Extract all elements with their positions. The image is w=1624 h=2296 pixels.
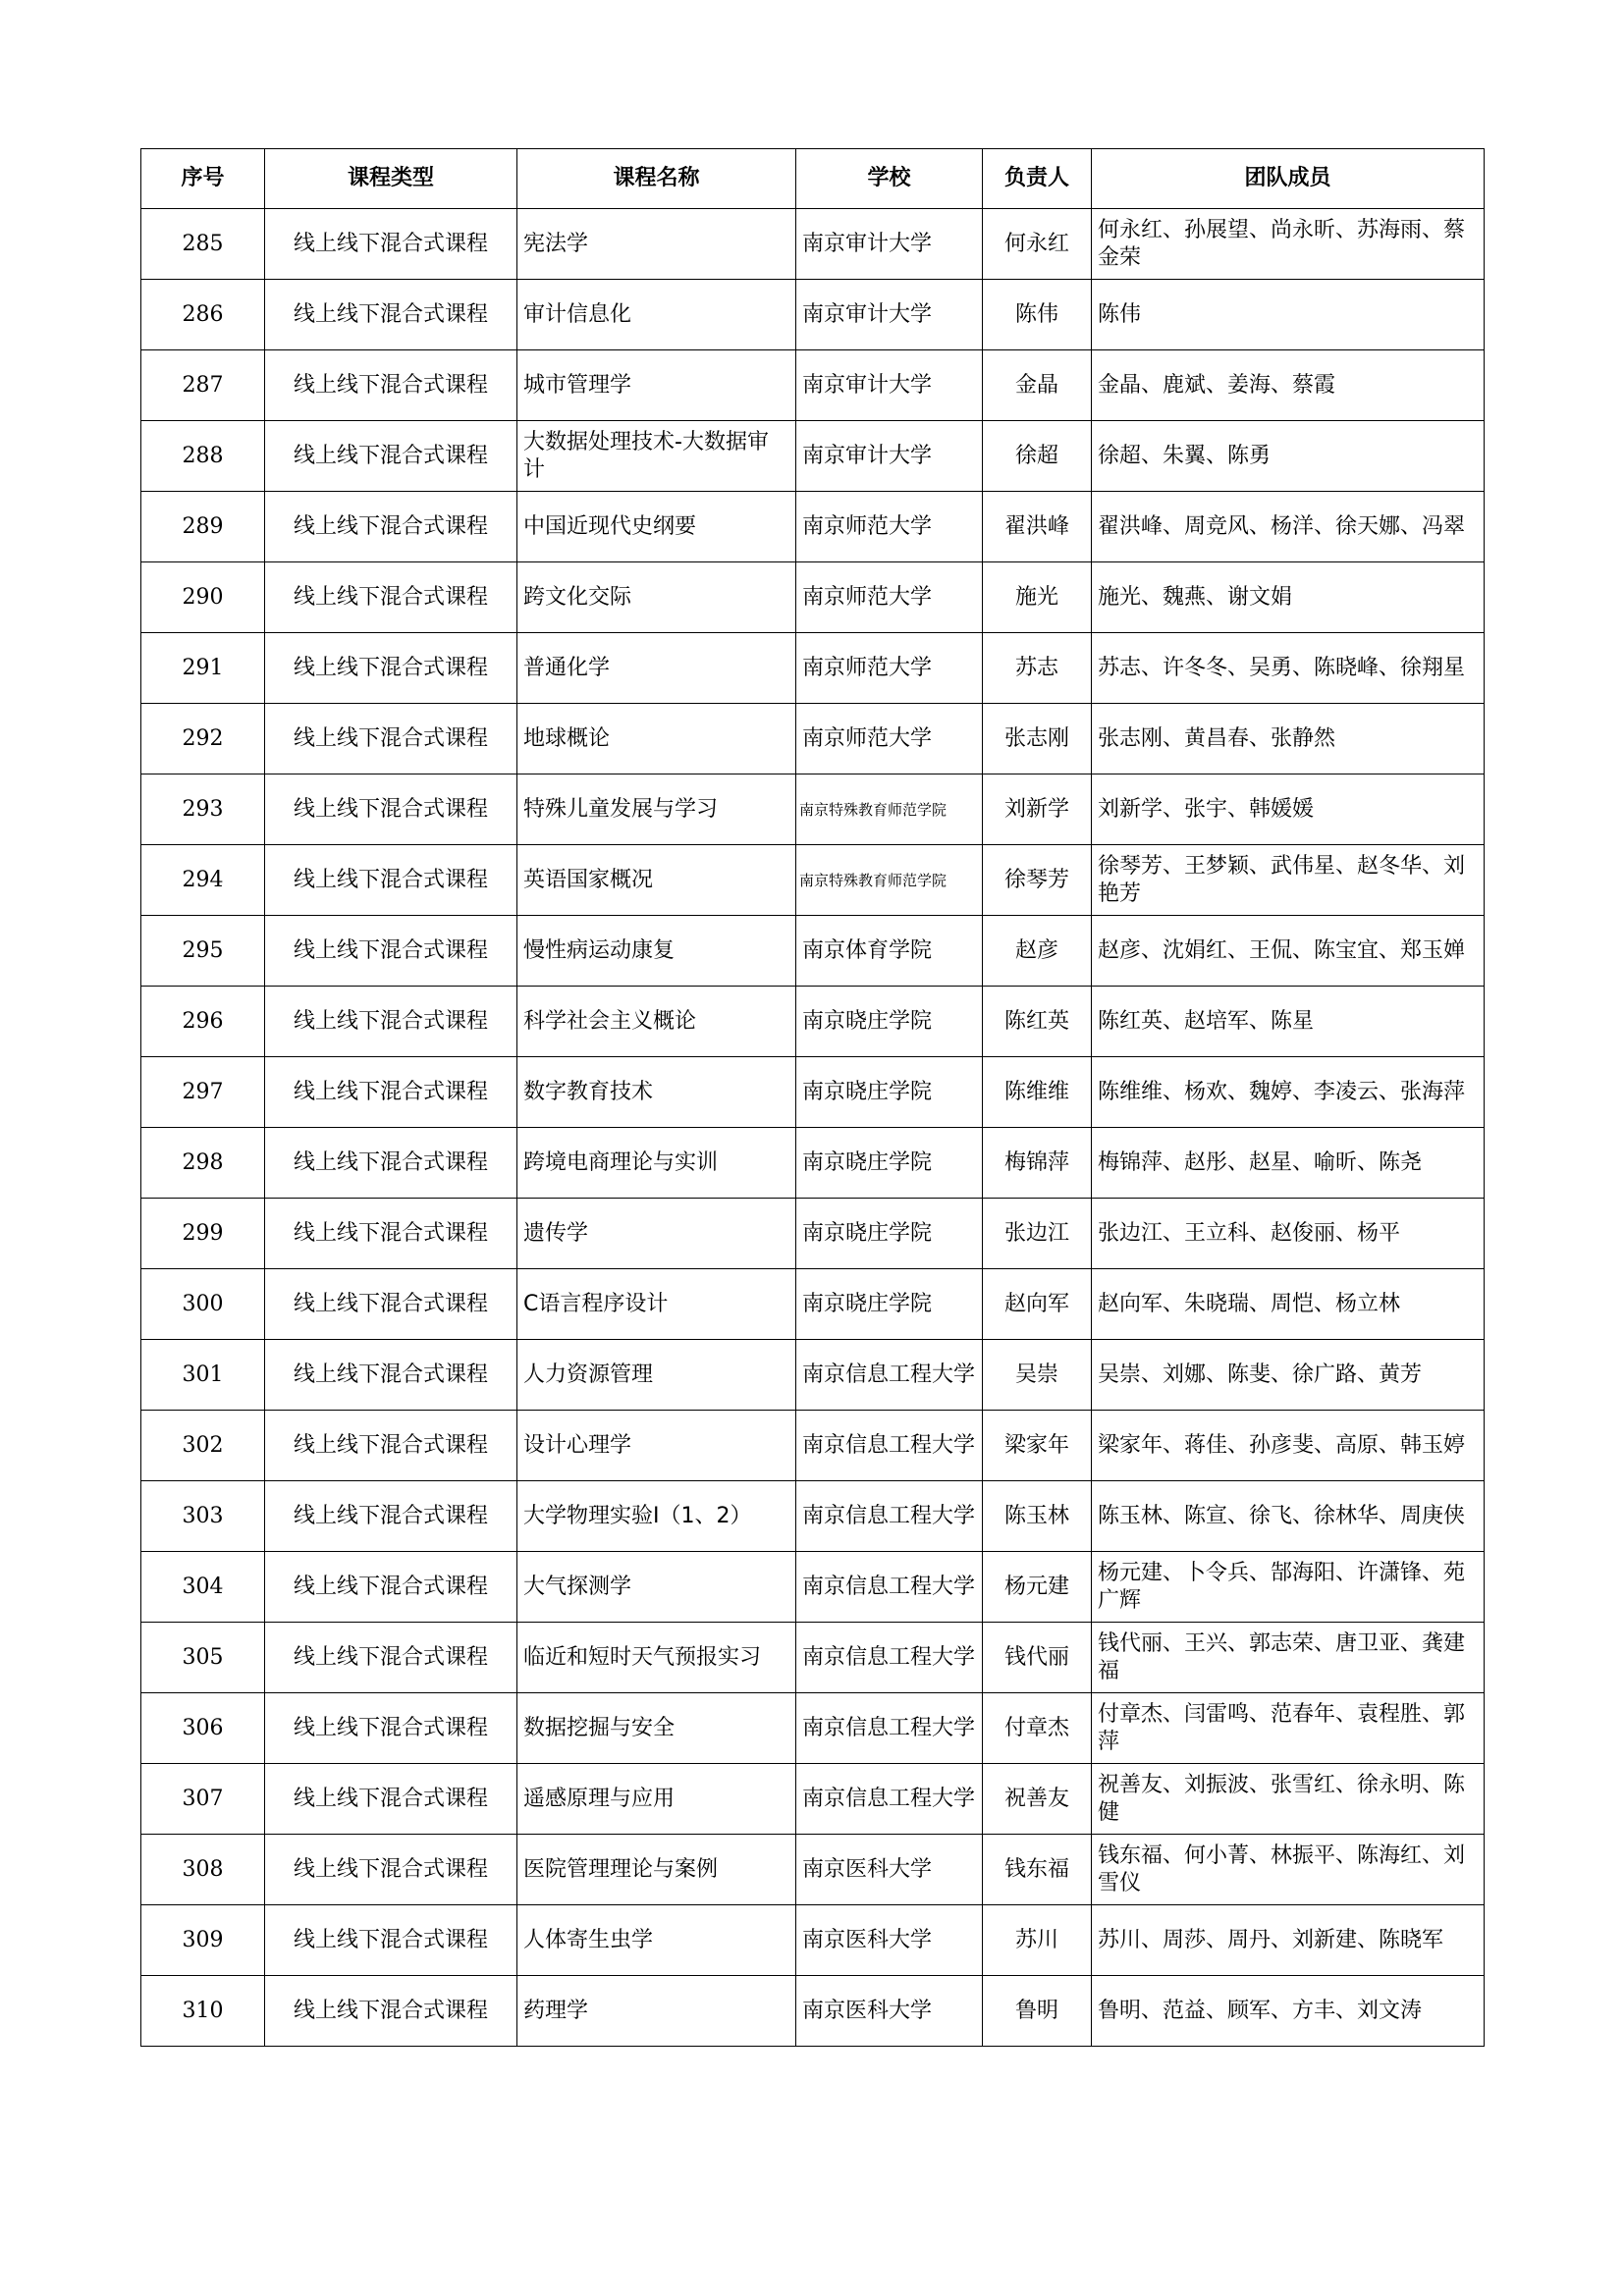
table-row	[141, 1199, 1485, 1269]
cell-type: 线上线下混合式课程	[265, 1411, 517, 1481]
cell-course-name: 审计信息化	[517, 280, 796, 350]
table-row	[141, 1835, 1485, 1905]
cell-course-name: 英语国家概况	[517, 845, 796, 916]
cell-school: 南京信息工程大学	[796, 1764, 983, 1835]
cell-course-name: 普通化学	[517, 633, 796, 704]
cell-type: 线上线下混合式课程	[265, 280, 517, 350]
cell-leader: 赵彦	[983, 916, 1092, 987]
table-row	[141, 774, 1485, 845]
cell-course-name: 地球概论	[517, 704, 796, 774]
cell-type: 线上线下混合式课程	[265, 1835, 517, 1905]
cell-leader: 张志刚	[983, 704, 1092, 774]
cell-course-name: 慢性病运动康复	[517, 916, 796, 987]
cell-course-name: 药理学	[517, 1976, 796, 2047]
cell-leader: 徐超	[983, 421, 1092, 492]
table-row	[141, 421, 1485, 492]
cell-leader: 刘新学	[983, 774, 1092, 845]
cell-no: 293	[141, 774, 265, 845]
cell-leader: 陈维维	[983, 1057, 1092, 1128]
cell-no: 291	[141, 633, 265, 704]
table-row	[141, 1340, 1485, 1411]
cell-school: 南京晓庄学院	[796, 1057, 983, 1128]
cell-type: 线上线下混合式课程	[265, 1199, 517, 1269]
cell-course-name: 科学社会主义概论	[517, 987, 796, 1057]
cell-team-members: 施光、魏燕、谢文娟	[1092, 562, 1485, 633]
cell-team-members: 梅锦萍、赵彤、赵星、喻昕、陈尧	[1092, 1128, 1485, 1199]
cell-team-members: 陈伟	[1092, 280, 1485, 350]
table-row	[141, 1976, 1485, 2047]
cell-no: 288	[141, 421, 265, 492]
cell-course-name: 跨境电商理论与实训	[517, 1128, 796, 1199]
cell-no: 287	[141, 350, 265, 421]
cell-team-members: 赵彦、沈娟红、王侃、陈宝宜、郑玉婵	[1092, 916, 1485, 987]
cell-course-name: 大气探测学	[517, 1552, 796, 1623]
cell-school: 南京信息工程大学	[796, 1693, 983, 1764]
cell-type: 线上线下混合式课程	[265, 421, 517, 492]
cell-team-members: 张志刚、黄昌春、张静然	[1092, 704, 1485, 774]
cell-school: 南京晓庄学院	[796, 1199, 983, 1269]
cell-no: 290	[141, 562, 265, 633]
cell-school: 南京晓庄学院	[796, 1128, 983, 1199]
cell-no: 303	[141, 1481, 265, 1552]
header-type: 课程类型	[265, 149, 517, 209]
cell-school: 南京信息工程大学	[796, 1481, 983, 1552]
cell-school: 南京审计大学	[796, 280, 983, 350]
cell-course-name: 人力资源管理	[517, 1340, 796, 1411]
cell-school: 南京审计大学	[796, 209, 983, 280]
cell-school: 南京体育学院	[796, 916, 983, 987]
cell-course-name: 大学物理实验Ⅰ（1、2）	[517, 1481, 796, 1552]
course-table	[140, 148, 1485, 2047]
cell-team-members: 梁家年、蒋佳、孙彦斐、高原、韩玉婷	[1092, 1411, 1485, 1481]
cell-no: 305	[141, 1623, 265, 1693]
table-row	[141, 1481, 1485, 1552]
cell-team-members: 杨元建、卜令兵、郜海阳、许潇锋、苑广辉	[1092, 1552, 1485, 1623]
cell-leader: 徐琴芳	[983, 845, 1092, 916]
cell-type: 线上线下混合式课程	[265, 1057, 517, 1128]
cell-leader: 梁家年	[983, 1411, 1092, 1481]
table-row	[141, 1411, 1485, 1481]
cell-school: 南京审计大学	[796, 350, 983, 421]
cell-no: 292	[141, 704, 265, 774]
cell-no: 286	[141, 280, 265, 350]
header-school: 学校	[796, 149, 983, 209]
cell-type: 线上线下混合式课程	[265, 492, 517, 562]
cell-course-name: C语言程序设计	[517, 1269, 796, 1340]
cell-leader: 吴崇	[983, 1340, 1092, 1411]
table-row	[141, 562, 1485, 633]
cell-no: 306	[141, 1693, 265, 1764]
cell-school: 南京医科大学	[796, 1835, 983, 1905]
cell-course-name: 医院管理理论与案例	[517, 1835, 796, 1905]
table-row	[141, 845, 1485, 916]
cell-team-members: 陈维维、杨欢、魏婷、李凌云、张海萍	[1092, 1057, 1485, 1128]
cell-team-members: 钱东福、何小菁、林振平、陈海红、刘雪仪	[1092, 1835, 1485, 1905]
cell-leader: 钱代丽	[983, 1623, 1092, 1693]
cell-no: 298	[141, 1128, 265, 1199]
cell-type: 线上线下混合式课程	[265, 1128, 517, 1199]
table-row	[141, 1128, 1485, 1199]
cell-no: 307	[141, 1764, 265, 1835]
table-row	[141, 1764, 1485, 1835]
cell-school: 南京师范大学	[796, 562, 983, 633]
cell-team-members: 刘新学、张宇、韩媛媛	[1092, 774, 1485, 845]
cell-type: 线上线下混合式课程	[265, 774, 517, 845]
table-row	[141, 916, 1485, 987]
cell-team-members: 何永红、孙展望、尚永昕、苏海雨、蔡金荣	[1092, 209, 1485, 280]
cell-type: 线上线下混合式课程	[265, 1340, 517, 1411]
cell-school: 南京信息工程大学	[796, 1552, 983, 1623]
cell-leader: 金晶	[983, 350, 1092, 421]
table-row	[141, 280, 1485, 350]
cell-type: 线上线下混合式课程	[265, 987, 517, 1057]
header-name: 课程名称	[517, 149, 796, 209]
cell-course-name: 数据挖掘与安全	[517, 1693, 796, 1764]
cell-no: 309	[141, 1905, 265, 1976]
header-leader: 负责人	[983, 149, 1092, 209]
cell-team-members: 苏川、周莎、周丹、刘新建、陈晓军	[1092, 1905, 1485, 1976]
cell-no: 302	[141, 1411, 265, 1481]
cell-type: 线上线下混合式课程	[265, 1623, 517, 1693]
cell-course-name: 中国近现代史纲要	[517, 492, 796, 562]
cell-school: 南京特殊教育师范学院	[796, 774, 983, 845]
cell-leader: 赵向军	[983, 1269, 1092, 1340]
cell-school: 南京师范大学	[796, 492, 983, 562]
table-row	[141, 209, 1485, 280]
cell-type: 线上线下混合式课程	[265, 633, 517, 704]
cell-course-name: 遗传学	[517, 1199, 796, 1269]
cell-type: 线上线下混合式课程	[265, 1764, 517, 1835]
table-row	[141, 1693, 1485, 1764]
cell-course-name: 城市管理学	[517, 350, 796, 421]
table-body	[141, 209, 1485, 2047]
cell-course-name: 设计心理学	[517, 1411, 796, 1481]
cell-course-name: 宪法学	[517, 209, 796, 280]
cell-leader: 翟洪峰	[983, 492, 1092, 562]
cell-team-members: 徐超、朱翼、陈勇	[1092, 421, 1485, 492]
cell-type: 线上线下混合式课程	[265, 704, 517, 774]
cell-team-members: 苏志、许冬冬、吴勇、陈晓峰、徐翔星	[1092, 633, 1485, 704]
cell-school: 南京晓庄学院	[796, 1269, 983, 1340]
table-header-row	[141, 149, 1485, 209]
cell-school: 南京师范大学	[796, 633, 983, 704]
cell-team-members: 吴崇、刘娜、陈斐、徐广路、黄芳	[1092, 1340, 1485, 1411]
cell-type: 线上线下混合式课程	[265, 845, 517, 916]
cell-course-name: 数字教育技术	[517, 1057, 796, 1128]
cell-type: 线上线下混合式课程	[265, 1976, 517, 2047]
cell-course-name: 跨文化交际	[517, 562, 796, 633]
cell-course-name: 人体寄生虫学	[517, 1905, 796, 1976]
cell-leader: 张边江	[983, 1199, 1092, 1269]
cell-no: 296	[141, 987, 265, 1057]
cell-course-name: 遥感原理与应用	[517, 1764, 796, 1835]
cell-no: 297	[141, 1057, 265, 1128]
cell-course-name: 临近和短时天气预报实习	[517, 1623, 796, 1693]
cell-no: 308	[141, 1835, 265, 1905]
cell-no: 294	[141, 845, 265, 916]
cell-leader: 钱东福	[983, 1835, 1092, 1905]
cell-type: 线上线下混合式课程	[265, 1552, 517, 1623]
cell-team-members: 付章杰、闫雷鸣、范春年、袁程胜、郭萍	[1092, 1693, 1485, 1764]
table-row	[141, 1269, 1485, 1340]
cell-leader: 何永红	[983, 209, 1092, 280]
cell-no: 300	[141, 1269, 265, 1340]
cell-type: 线上线下混合式课程	[265, 1481, 517, 1552]
cell-leader: 陈伟	[983, 280, 1092, 350]
cell-leader: 鲁明	[983, 1976, 1092, 2047]
cell-team-members: 翟洪峰、周竞风、杨洋、徐天娜、冯翠	[1092, 492, 1485, 562]
cell-school: 南京医科大学	[796, 1976, 983, 2047]
cell-leader: 杨元建	[983, 1552, 1092, 1623]
cell-team-members: 陈红英、赵培军、陈星	[1092, 987, 1485, 1057]
cell-course-name: 大数据处理技术-大数据审计	[517, 421, 796, 492]
cell-school: 南京信息工程大学	[796, 1340, 983, 1411]
cell-type: 线上线下混合式课程	[265, 209, 517, 280]
table-row	[141, 1905, 1485, 1976]
cell-team-members: 鲁明、范益、顾军、方丰、刘文涛	[1092, 1976, 1485, 2047]
table-row	[141, 987, 1485, 1057]
table-row	[141, 1552, 1485, 1623]
cell-school: 南京特殊教育师范学院	[796, 845, 983, 916]
cell-leader: 梅锦萍	[983, 1128, 1092, 1199]
cell-school: 南京师范大学	[796, 704, 983, 774]
table-row	[141, 1057, 1485, 1128]
cell-no: 304	[141, 1552, 265, 1623]
cell-leader: 陈玉林	[983, 1481, 1092, 1552]
cell-school: 南京医科大学	[796, 1905, 983, 1976]
cell-school: 南京信息工程大学	[796, 1623, 983, 1693]
table-row	[141, 350, 1485, 421]
cell-school: 南京晓庄学院	[796, 987, 983, 1057]
cell-team-members: 徐琴芳、王梦颖、武伟星、赵冬华、刘艳芳	[1092, 845, 1485, 916]
table-row	[141, 704, 1485, 774]
cell-type: 线上线下混合式课程	[265, 562, 517, 633]
cell-team-members: 钱代丽、王兴、郭志荣、唐卫亚、龚建福	[1092, 1623, 1485, 1693]
cell-team-members: 金晶、鹿斌、姜海、蔡霞	[1092, 350, 1485, 421]
table-row	[141, 1623, 1485, 1693]
cell-leader: 陈红英	[983, 987, 1092, 1057]
cell-school: 南京信息工程大学	[796, 1411, 983, 1481]
cell-course-name: 特殊儿童发展与学习	[517, 774, 796, 845]
cell-leader: 苏川	[983, 1905, 1092, 1976]
cell-type: 线上线下混合式课程	[265, 350, 517, 421]
cell-type: 线上线下混合式课程	[265, 916, 517, 987]
cell-no: 295	[141, 916, 265, 987]
cell-no: 310	[141, 1976, 265, 2047]
header-no: 序号	[141, 149, 265, 209]
cell-team-members: 祝善友、刘振波、张雪红、徐永明、陈健	[1092, 1764, 1485, 1835]
cell-team-members: 张边江、王立科、赵俊丽、杨平	[1092, 1199, 1485, 1269]
table-row	[141, 492, 1485, 562]
cell-no: 299	[141, 1199, 265, 1269]
cell-no: 285	[141, 209, 265, 280]
cell-school: 南京审计大学	[796, 421, 983, 492]
cell-leader: 祝善友	[983, 1764, 1092, 1835]
cell-team-members: 陈玉林、陈宣、徐飞、徐林华、周庚侠	[1092, 1481, 1485, 1552]
cell-no: 289	[141, 492, 265, 562]
cell-no: 301	[141, 1340, 265, 1411]
cell-leader: 付章杰	[983, 1693, 1092, 1764]
header-team: 团队成员	[1092, 149, 1485, 209]
cell-type: 线上线下混合式课程	[265, 1905, 517, 1976]
cell-leader: 施光	[983, 562, 1092, 633]
cell-type: 线上线下混合式课程	[265, 1269, 517, 1340]
table-row	[141, 633, 1485, 704]
cell-type: 线上线下混合式课程	[265, 1693, 517, 1764]
cell-team-members: 赵向军、朱晓瑞、周恺、杨立林	[1092, 1269, 1485, 1340]
cell-leader: 苏志	[983, 633, 1092, 704]
